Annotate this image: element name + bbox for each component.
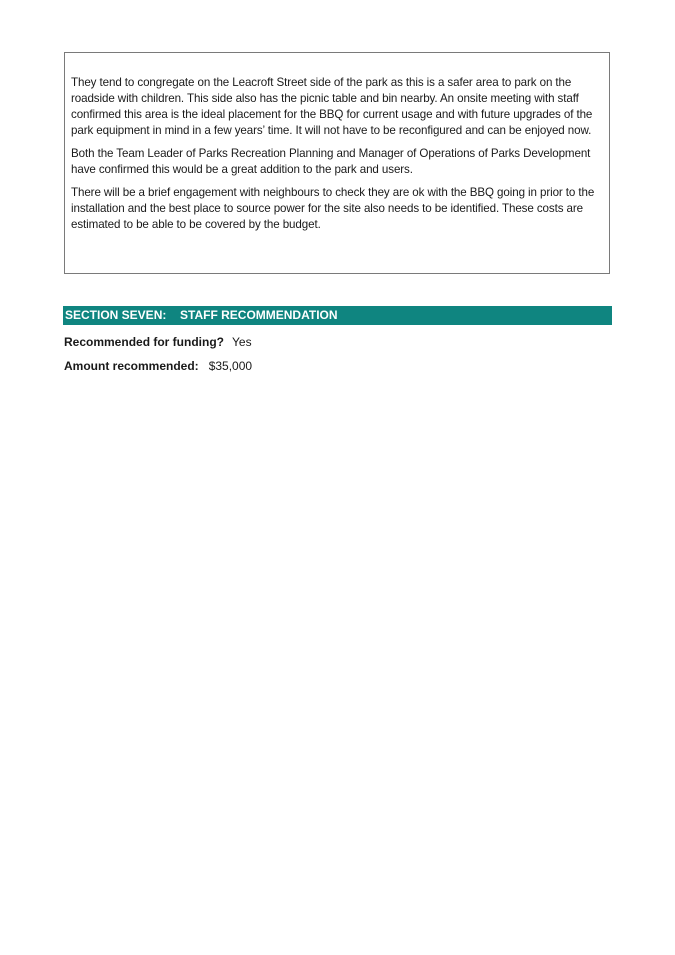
paragraph-confirmation: Both the Team Leader of Parks Recreation Planning and Manager of Operations of Parks Development have confirmed this would be a great addition to the park and users. xyxy=(71,147,591,176)
funding-value: Yes xyxy=(232,335,252,349)
section-header-bar xyxy=(63,306,612,325)
amount-value: $35,000 xyxy=(208,359,253,373)
paragraph-location: They tend to congregate on the Leacroft Street side of the park as this is a safer area to park on the roadside with children. This side also has the picnic table and bin nearby. An onsite meeting with staff confirmed this area is the ideal placement for the BBQ for current usage and with future upgrades of the park equipment in mind in a few years’ time. It will not have to be reconfigured and can be enjoyed now. xyxy=(71,76,593,137)
narrative-text-box xyxy=(64,52,610,274)
section-number: SECTION SEVEN: xyxy=(65,308,167,322)
amount-recommended-row xyxy=(64,358,252,374)
paragraph-engagement: There will be a brief engagement with neighbours to check they are ok with the BBQ going in prior to the installation and the best place to source power for the site also needs to be identified. These costs are estimated to be able to be covered by the budget. xyxy=(71,186,595,231)
funding-label: Recommended for funding? xyxy=(64,335,224,349)
section-title: STAFF RECOMMENDATION xyxy=(180,308,338,322)
amount-label: Amount recommended: xyxy=(64,359,199,373)
recommended-for-funding-row xyxy=(64,334,252,350)
